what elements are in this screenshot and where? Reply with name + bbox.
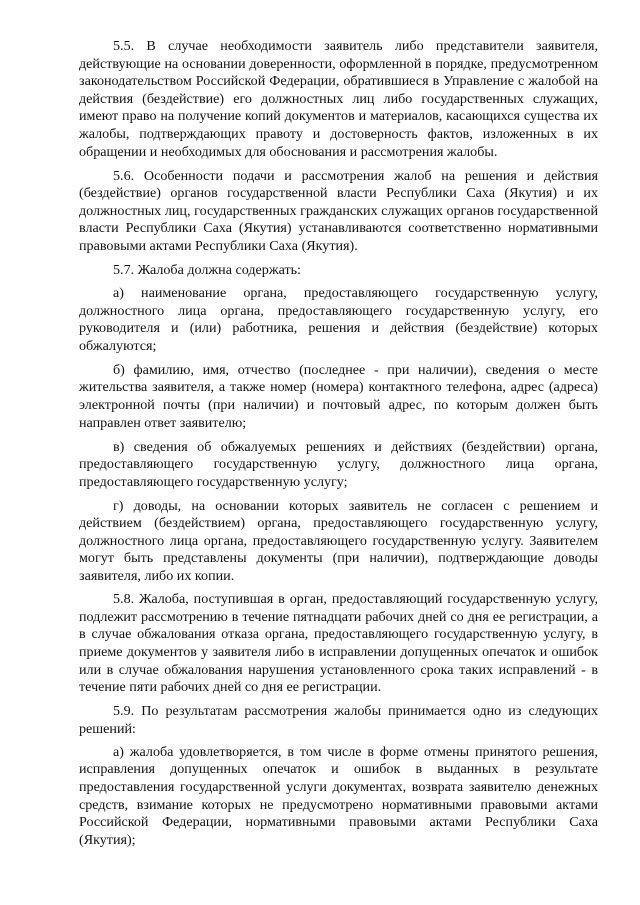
paragraph-5-8: 5.8. Жалоба, поступившая в орган, предоставляющий государственную услугу, подлежит рассмотрению в течение пятнадцати рабочих дней со дня ее регистрации, а в случае обжалования отказа органа, предоставляющего государственную услугу, в приеме документов у заявителя либо в исправлении допущенных опечаток и ошибок или в случае обжалования нарушения установленного срока таких исправлений - в течение пяти рабочих дней со дня ее регистрации.	[79, 591, 598, 696]
paragraph-5-5: 5.5. В случае необходимости заявитель либо представители заявителя, действующие на основании доверенности, оформленной в порядке, предусмотренном законодательством Российской Федерации, обратившиеся в Управление с жалобой на действия (бездействие) его должностных лиц либо государственных служащих, имеют право на получение копий документов и материалов, касающихся существа их жалобы, подтверждающих правоту и достоверность фактов, изложенных в их обращении и необходимых для обоснования и рассмотрения жалобы.	[79, 38, 598, 160]
paragraph-5-6: 5.6. Особенности подачи и рассмотрения жалоб на решения и действия (бездействие) органов государственной власти Республики Саха (Якутия) и их должностных лиц, государственных гражданских служащих органов государственной власти Республики Саха (Якутия) устанавливаются соответственно нормативными правовыми актами Республики Саха (Якутия).	[79, 167, 598, 254]
paragraph-5-9: 5.9. По результатам рассмотрения жалобы принимается одно из следующих решений:	[79, 703, 598, 737]
paragraph-5-7-v: в) сведения об обжалуемых решениях и действиях (бездействии) органа, предоставляющего государственную услугу, должностного лица органа, предоставляющего государственную услугу;	[79, 438, 598, 490]
paragraph-5-9-a: а) жалоба удовлетворяется, в том числе в форме отмены принятого решения, исправления допущенных опечаток и ошибок в выданных в результате предоставления государственной услуги документах, возврата заявителю денежных средств, взимание которых не предусмотрено нормативными правовыми актами Российской Федерации, нормативными правовыми актами Республики Саха (Якутия);	[79, 743, 598, 848]
paragraph-5-7-g: г) доводы, на основании которых заявитель не согласен с решением и действием (бездействием) органа, предоставляющего государственную услугу, должностного лица органа, предоставляющего государственную услугу. Заявителем могут быть представлены документы (при наличии), подтверждающие доводы заявителя, либо их копии.	[79, 497, 598, 585]
paragraph-5-7-a: а) наименование органа, предоставляющего государственную услугу, должностного лица органа, предоставляющего государственную услугу, его руководителя и (или) работника, решения и действия (бездействие) которых обжалуются;	[79, 285, 598, 354]
document-page	[79, 38, 598, 856]
paragraph-5-7: 5.7. Жалоба должна содержать:	[113, 261, 301, 278]
paragraph-5-7-b: б) фамилию, имя, отчество (последнее - при наличии), сведения о месте жительства заявителя, а также номер (номера) контактного телефона, адрес (адреса) электронной почты (при наличии) и почтовый адрес, по которым должен быть направлен ответ заявителю;	[79, 361, 598, 431]
